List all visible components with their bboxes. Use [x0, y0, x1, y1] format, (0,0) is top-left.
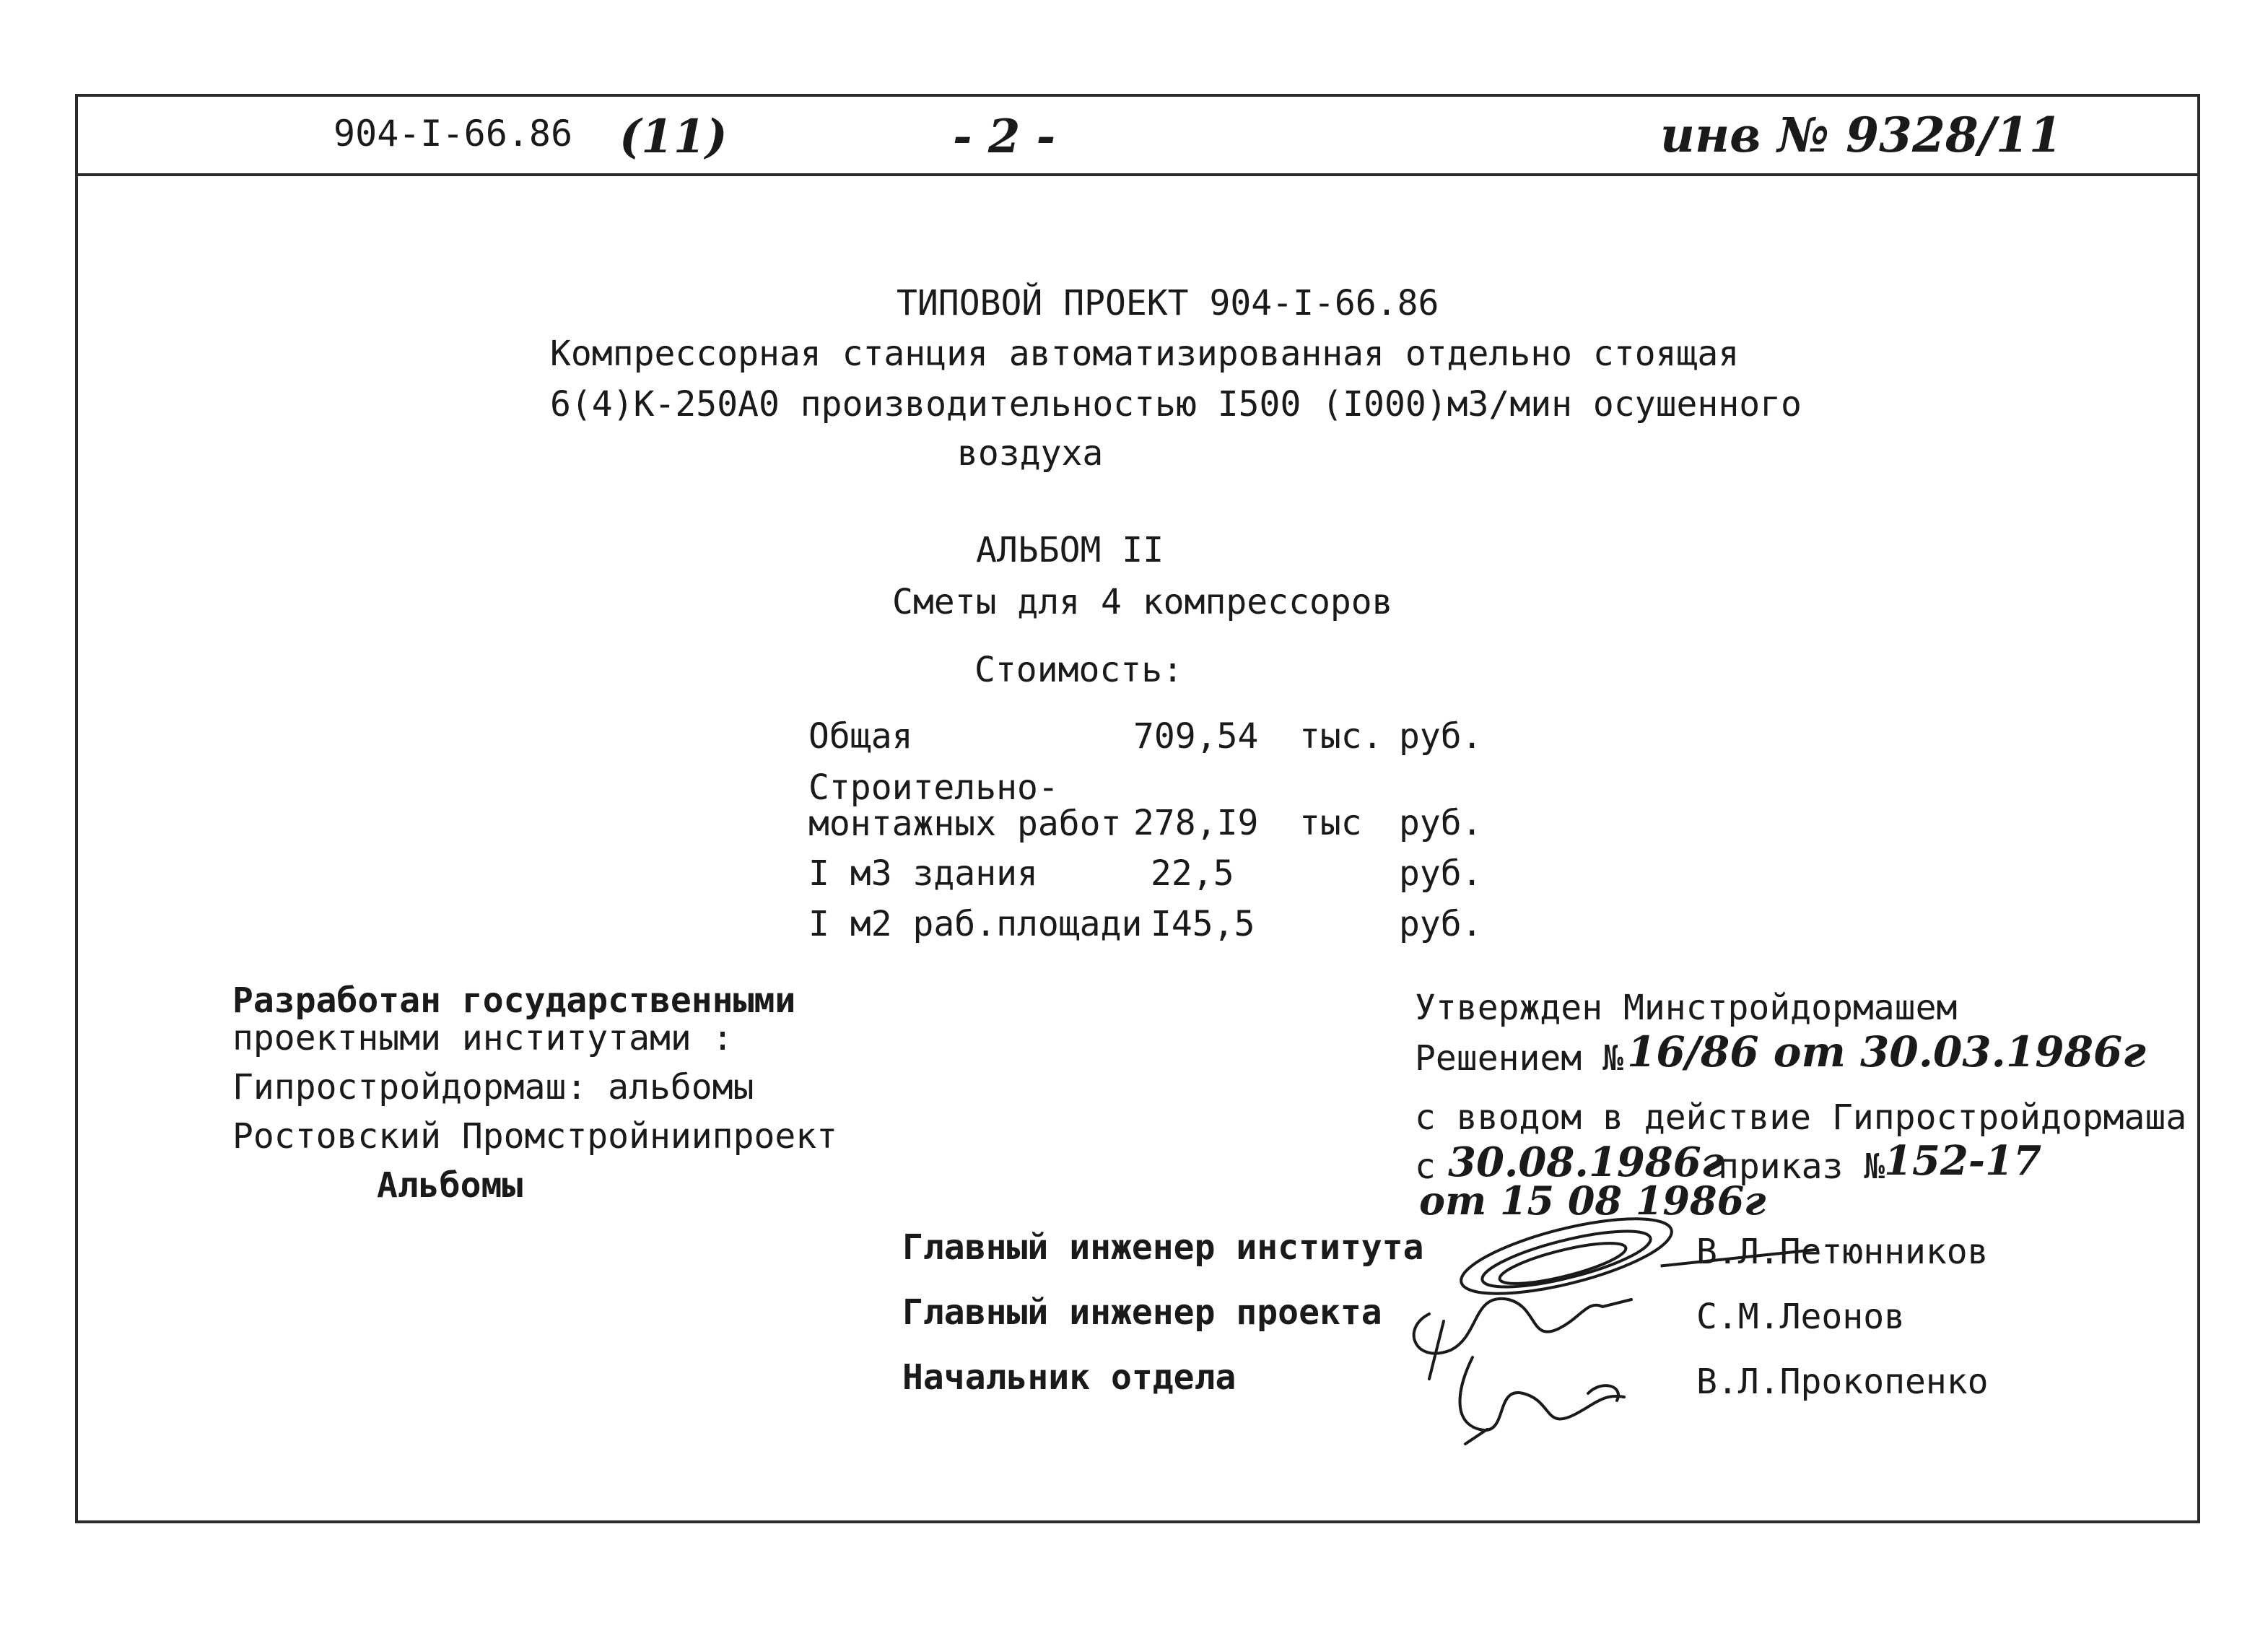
- signature-role: Главный инженер института: [902, 1227, 1424, 1268]
- cost-row-value: 278,I9: [1133, 803, 1259, 843]
- order-label: приказ №: [1718, 1146, 1885, 1187]
- cost-row-name: Общая: [808, 716, 913, 757]
- cost-row-value: 709,54: [1133, 716, 1259, 757]
- cost-row-unit: тыс: [1299, 803, 1362, 843]
- cost-row-currency: руб.: [1399, 716, 1483, 757]
- project-title: ТИПОВОЙ ПРОЕКТ 904-I-66.86: [897, 283, 1439, 323]
- signature-role: Начальник отдела: [902, 1357, 1237, 1398]
- cost-row-name: Строительно- монтажных работ: [808, 767, 1122, 844]
- signature-name: В.Л.Петюнников: [1696, 1232, 1989, 1272]
- enactment-date: 30.08.1986г: [1448, 1139, 1724, 1186]
- developed-by-line-3: Гипростройдормаш: альбомы: [232, 1067, 754, 1107]
- order-date: от 15 08 1986г: [1419, 1178, 1766, 1224]
- decision-number-date: 16/86 от 30.03.1986г: [1627, 1027, 2146, 1076]
- project-description-line-2: 6(4)К-250А0 производительностью I500 (I000)м3/мин осушенного: [550, 384, 1802, 425]
- order-number: 152-17: [1884, 1137, 2042, 1185]
- cost-row-name: I м2 раб.площади: [808, 904, 1143, 944]
- album-number-note: (11): [619, 110, 728, 164]
- developed-by-line-5: Альбомы: [377, 1165, 523, 1206]
- cost-row-currency: руб.: [1399, 904, 1483, 944]
- album-label: АЛЬБОМ II: [976, 530, 1164, 570]
- enactment-from-label: с: [1415, 1146, 1436, 1187]
- page-number: - 2 -: [953, 110, 1056, 164]
- developed-by-line-4: Ростовский Промстройниипроект: [232, 1116, 838, 1157]
- signature-name: В.Л.Прокопенко: [1696, 1362, 1989, 1402]
- decision-label: Решением №: [1415, 1038, 1623, 1079]
- signature-role: Главный инженер проекта: [902, 1292, 1382, 1333]
- developed-by-line-1: Разработан государственными: [232, 980, 796, 1021]
- project-description-line-3: воздуха: [957, 433, 1104, 474]
- cost-row-currency: руб.: [1399, 803, 1483, 843]
- developed-by-line-2: проектными институтами :: [232, 1018, 733, 1058]
- approved-by: Утвержден Минстройдормашем: [1415, 988, 1958, 1028]
- enactment-line: с вводом в действие Гипростройдормаша: [1415, 1097, 2187, 1138]
- signature-name: С.М.Леонов: [1696, 1297, 1905, 1337]
- cost-heading: Стоимость:: [974, 650, 1183, 690]
- cost-row-unit: тыс.: [1299, 716, 1383, 757]
- cost-row-currency: руб.: [1399, 853, 1483, 894]
- cost-row-value: 22,5: [1151, 853, 1234, 894]
- document-code: 904-I-66.86: [333, 113, 573, 154]
- album-subtitle: Сметы для 4 компрессоров: [892, 582, 1393, 622]
- inventory-number: инв № 9328/11: [1660, 107, 2062, 163]
- project-description-line-1: Компрессорная станция автоматизированная отдельно стоящая: [550, 334, 1740, 374]
- handwritten-signatures: [1386, 1213, 1689, 1451]
- cost-row-value: I45,5: [1151, 904, 1255, 944]
- cost-row-name: I м3 здания: [808, 853, 1038, 894]
- header-divider: [75, 173, 2200, 176]
